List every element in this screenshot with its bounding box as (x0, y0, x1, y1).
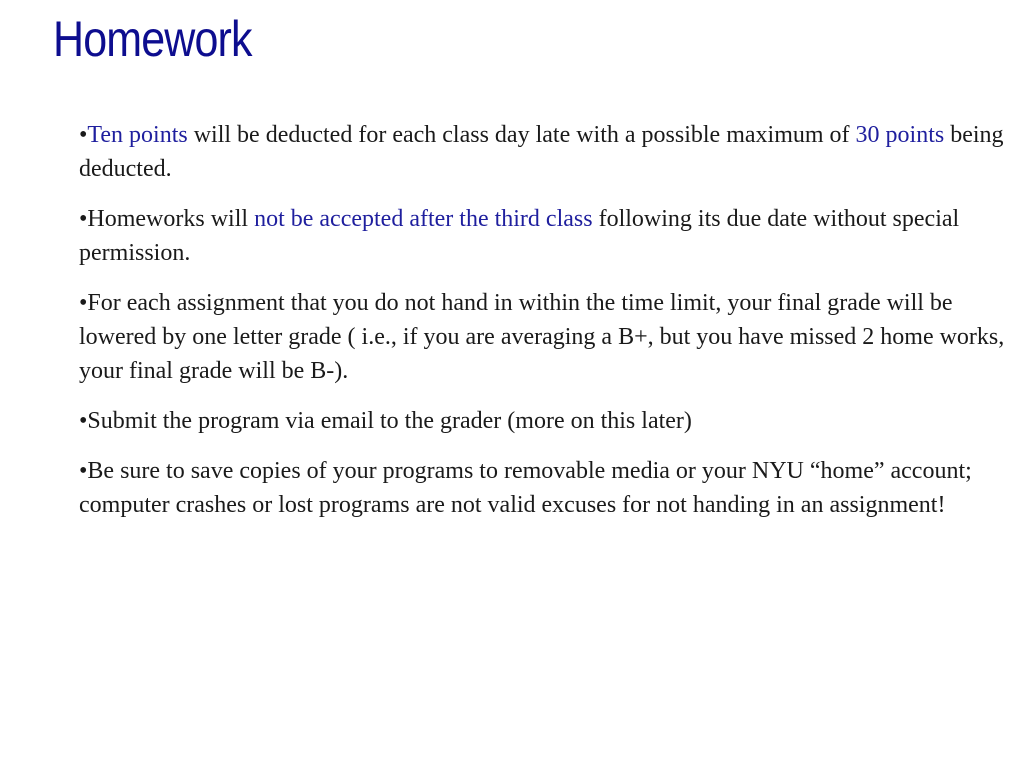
bullet-item (79, 202, 1014, 270)
bullet-text: For each assignment that you do not hand in within the time limit, your final grade will be lowered by one letter grade ( i.e., if you are averaging a B+, but you have missed 2 home works, your final grade will be B-). (79, 290, 1005, 384)
bullet-text: Submit the program via email to the grader (more on this later) (87, 408, 692, 434)
highlighted-text: not be accepted after the third class (254, 206, 593, 232)
bullet-item (79, 286, 1014, 388)
bullet-glyph: • (79, 290, 88, 316)
highlighted-text: 30 points (855, 122, 945, 148)
bullet-text: Be sure to save copies of your programs to removable media or your NYU “home” account; computer crashes or lost programs are not valid excuses for not handing in an assignment! (79, 458, 972, 518)
bullet-glyph: • (79, 458, 88, 484)
bullet-item (79, 118, 1014, 186)
bullet-glyph: • (79, 408, 88, 434)
slide-title: Homework (53, 11, 252, 67)
bullet-text: will be deducted for each class day late with a possible maximum of (187, 122, 856, 148)
bullet-text: Homeworks will (87, 206, 255, 232)
bullet-glyph: • (79, 206, 88, 232)
bullet-item (79, 404, 1014, 438)
bullet-item (79, 454, 1014, 522)
bullet-glyph: • (79, 122, 88, 148)
bullet-text: following its due date without special permission. (79, 206, 960, 266)
bullet-text: being deducted. (79, 122, 1004, 182)
bullet-list (79, 118, 1014, 538)
highlighted-text: Ten points (87, 122, 188, 148)
